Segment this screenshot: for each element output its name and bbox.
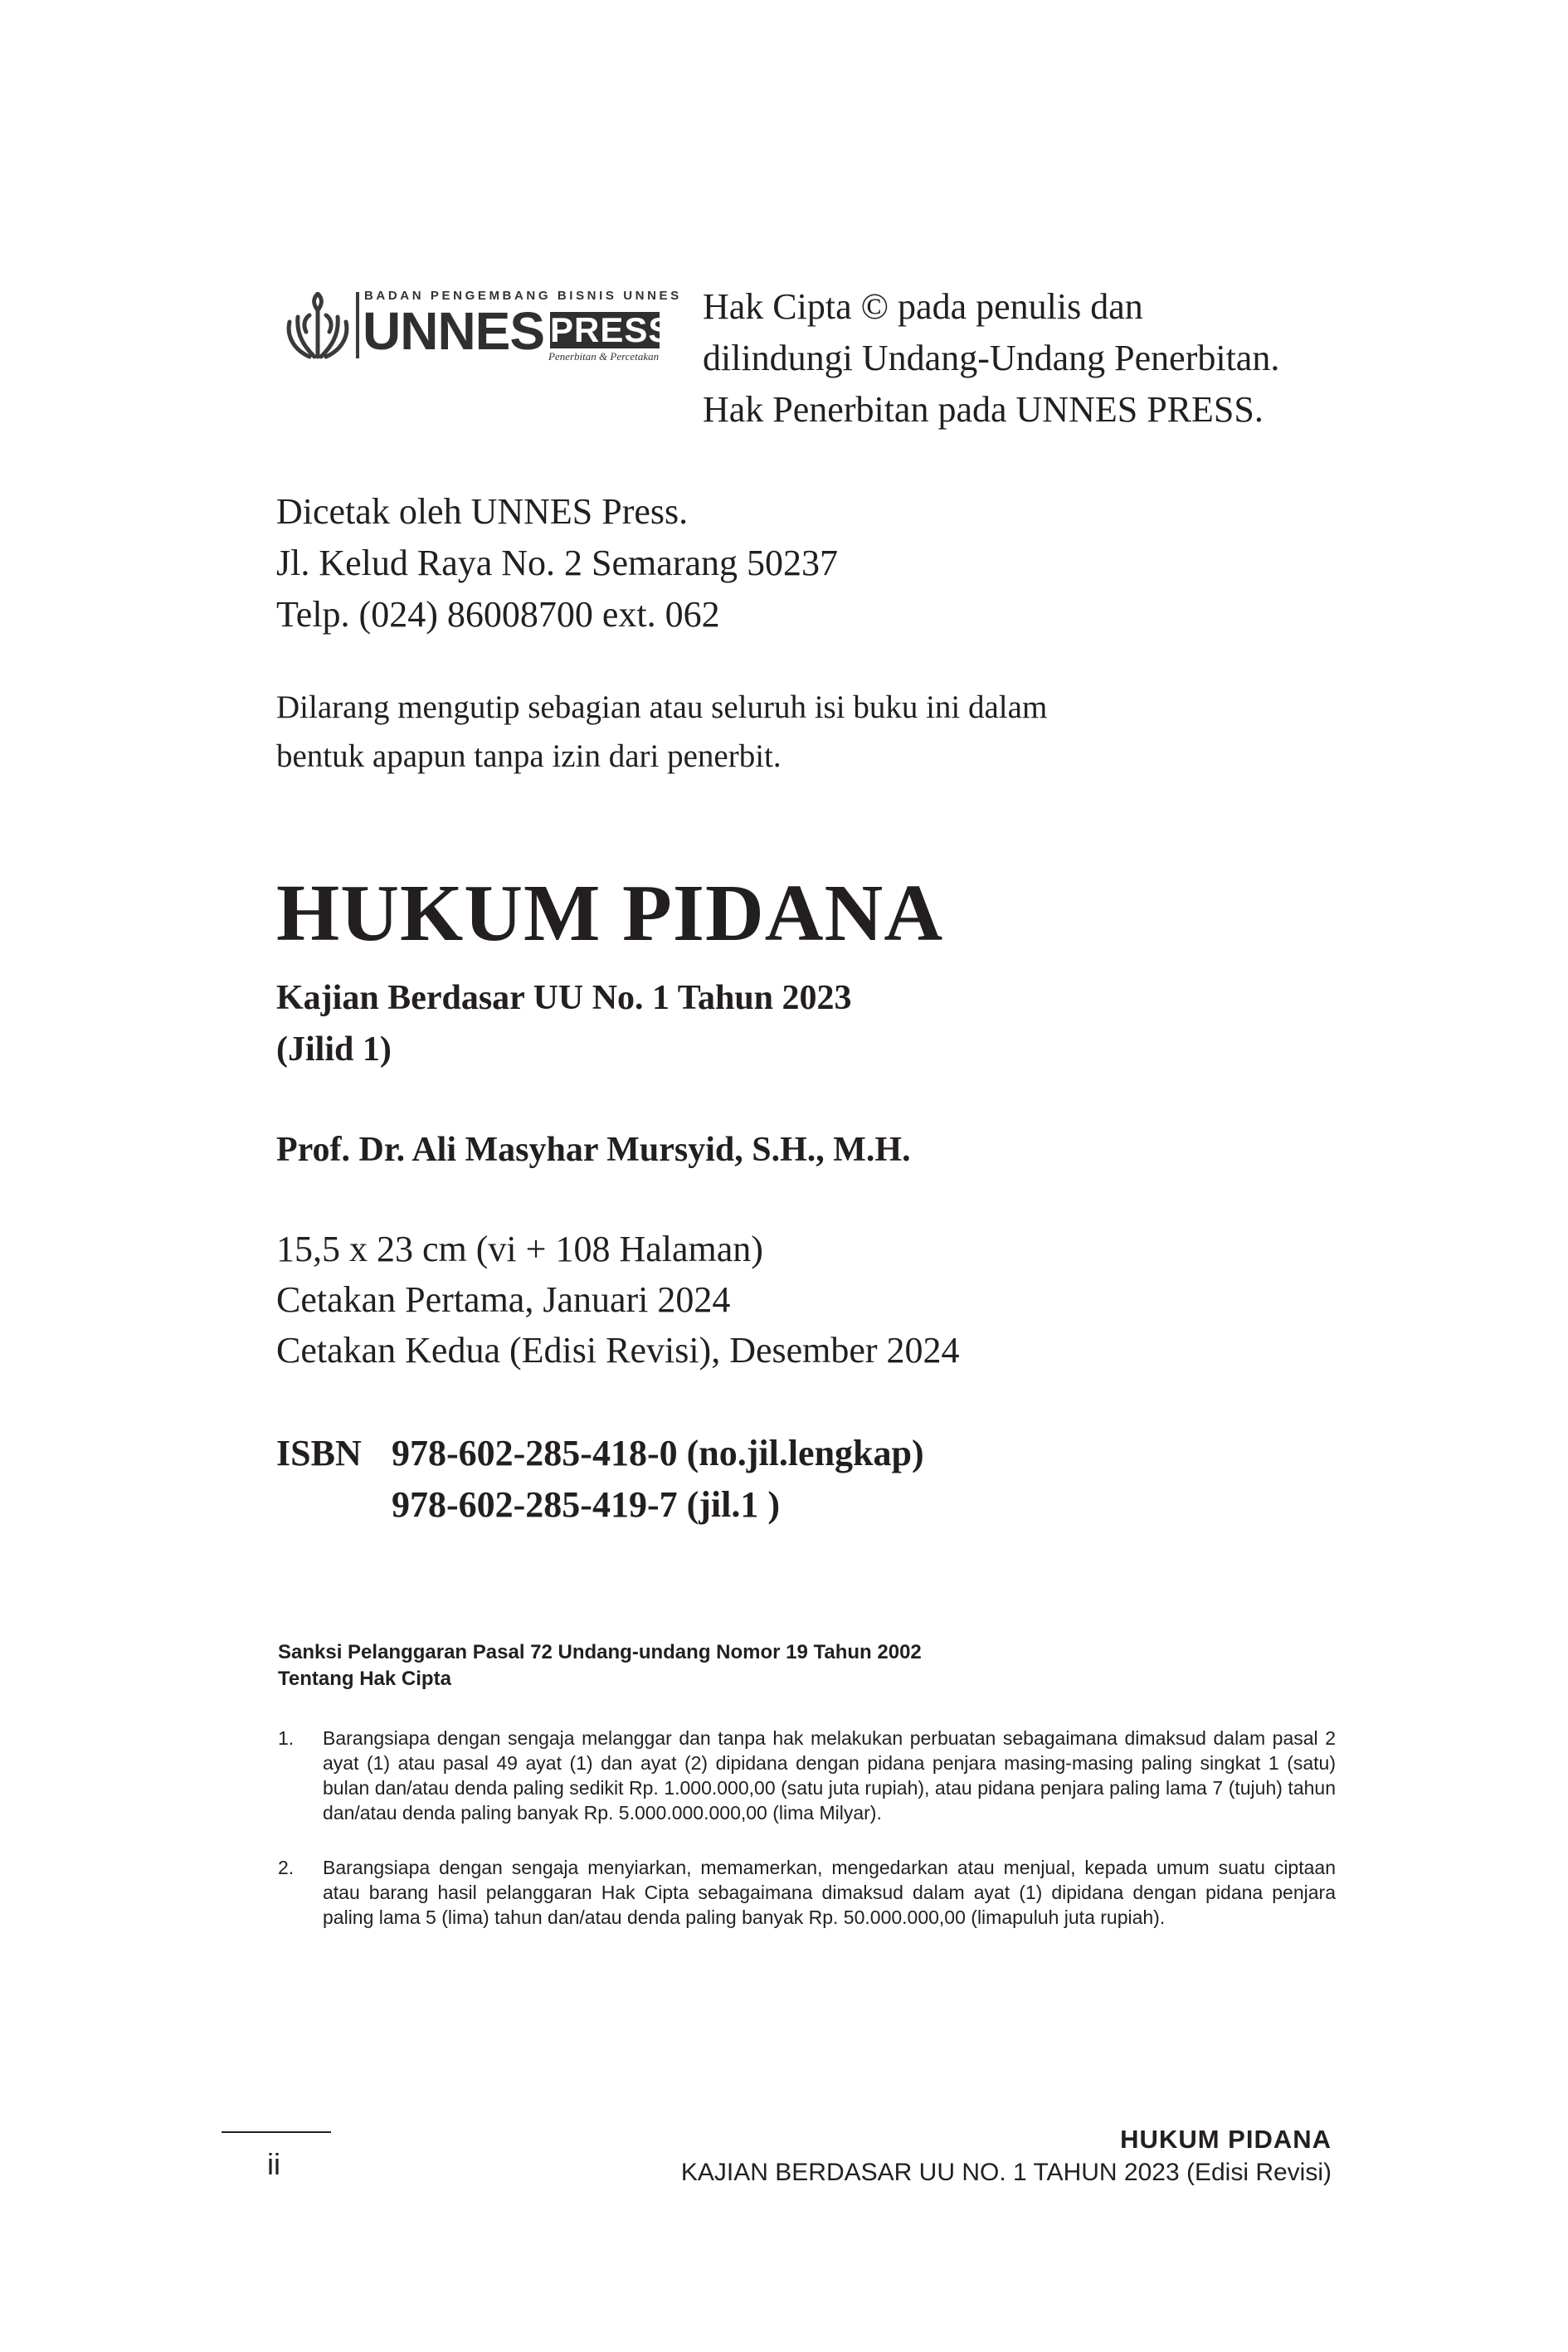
isbn-values [392, 1428, 924, 1531]
book-subtitle [276, 972, 852, 1075]
unnes-emblem-icon [285, 292, 351, 360]
footer-rule [222, 2131, 331, 2133]
warning-line: Dilarang mengutip sebagian atau seluruh isi buku ini dalam [276, 689, 1048, 725]
publisher-logo [285, 289, 682, 363]
subtitle-line: (Jilid 1) [276, 1030, 392, 1069]
printer-line: Jl. Kelud Raya No. 2 Semarang 50237 [276, 543, 838, 583]
printer-info [276, 486, 838, 640]
logo-subtitle: Penerbitan & Percetakan [548, 350, 660, 363]
list-item-number: 2. [278, 1857, 295, 1878]
detail-line: 15,5 x 23 cm (vi + 108 Halaman) [276, 1229, 763, 1269]
isbn-label: ISBN [276, 1433, 362, 1473]
sanksi-heading-line: Tentang Hak Cipta [278, 1668, 451, 1690]
list-item [278, 1726, 1336, 1825]
book-title: HUKUM PIDANA [276, 869, 944, 958]
printer-line: Dicetak oleh UNNES Press. [276, 491, 689, 532]
logo-divider [356, 292, 359, 358]
list-item-number: 1. [278, 1727, 295, 1749]
detail-line: Cetakan Kedua (Edisi Revisi), Desember 2024 [276, 1330, 960, 1371]
running-subtitle: KAJIAN BERDASAR UU NO. 1 TAHUN 2023 (Edisi Revisi) [680, 2159, 1332, 2186]
detail-line: Cetakan Pertama, Januari 2024 [276, 1279, 731, 1320]
page-number: ii [267, 2147, 280, 2181]
printer-line: Telp. (024) 86008700 ext. 062 [276, 594, 720, 635]
sanksi-list [278, 1726, 1336, 1960]
copyright-line: Hak Cipta © pada penulis dan [703, 286, 1143, 327]
book-details [276, 1224, 960, 1376]
copyright-line: Hak Penerbitan pada UNNES PRESS. [703, 389, 1264, 430]
sanksi-heading [278, 1639, 922, 1692]
isbn-value: 978-602-285-418-0 (no.jil.lengkap) [392, 1433, 924, 1473]
subtitle-line: Kajian Berdasar UU No. 1 Tahun 2023 [276, 979, 852, 1017]
running-title: HUKUM PIDANA [1120, 2125, 1332, 2154]
isbn-value: 978-602-285-419-7 (jil.1 ) [392, 1484, 781, 1525]
copyright-line: dilindungi Undang-Undang Penerbitan. [703, 338, 1280, 378]
logo-name-main: UNNES [363, 301, 545, 361]
list-item [278, 1855, 1336, 1930]
list-item-text: Barangsiapa dengan sengaja melanggar dan tanpa hak melakukan perbuatan sebagaimana dimaksud dalam pasal 2 ayat (1) atau pasal 49 ayat (1) dan ayat (2) dipidana dengan pidana penjara masing-masing paling singkat 1 (satu) bulan dan/atau denda paling sedikit Rp. 1.000.000,00 (satu juta rupiah), atau pidana penjara paling lama 7 (tujuh) tahun dan/atau denda paling banyak Rp. 5.000.000.000,00 (lima Milyar). [323, 1727, 1336, 1824]
logo-name-box: PRESS [550, 310, 673, 349]
warning-line: bentuk apapun tanpa izin dari penerbit. [276, 738, 782, 774]
list-item-text: Barangsiapa dengan sengaja menyiarkan, memamerkan, mengedarkan atau menjual, kepada umum suatu ciptaan atau barang hasil pelanggaran Hak Cipta sebagaimana dimaksud dalam ayat (1) dipidana dengan pidana penjara paling lama 5 (lima) tahun dan/atau denda paling banyak Rp. 50.000.000,00 (limapuluh juta rupiah). [323, 1857, 1336, 1928]
reproduction-warning [276, 683, 1047, 781]
copyright-notice [703, 281, 1279, 436]
sanksi-heading-line: Sanksi Pelanggaran Pasal 72 Undang-undang Nomor 19 Tahun 2002 [278, 1641, 922, 1663]
book-author: Prof. Dr. Ali Masyhar Mursyid, S.H., M.H. [276, 1131, 911, 1169]
logo-tagline: BADAN PENGEMBANG BISNIS UNNES [364, 289, 682, 303]
